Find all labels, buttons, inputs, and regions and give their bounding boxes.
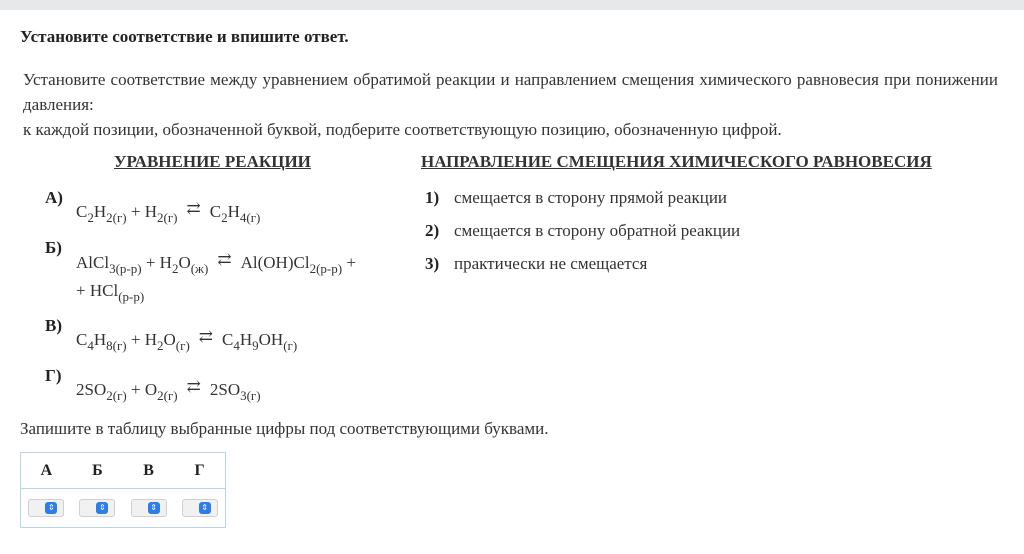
equation-v: $C_4H_{8(г)} + H_2O_{(г)}$ ⇄ $C_4H_9OH_{(г)}$ xyxy=(76,327,298,353)
answer-cell-g xyxy=(174,489,225,528)
answer-col-g: Г xyxy=(174,453,225,489)
answer-col-a: А xyxy=(21,453,72,489)
answer-select-a[interactable] xyxy=(28,499,64,517)
task-statement: Установите соответствие между уравнением обратимой реакции и направлением смещения химического равновесия при понижении давления: xyxy=(23,70,998,114)
updown-chevron-icon: ⇕ xyxy=(199,502,211,514)
option-1-number: 1) xyxy=(425,188,440,207)
updown-chevron-icon: ⇕ xyxy=(96,502,108,514)
option-2-text: смещается в сторону обратной реакции xyxy=(454,221,741,240)
answer-select-b[interactable] xyxy=(79,499,115,517)
letter-b: Б) xyxy=(45,238,62,257)
answer-select-row xyxy=(21,489,226,528)
equation-b: AlCl$_{3(р-р)}$ + $H_2O_{(ж)}$ ⇄ $Al(OH)Cl_{2(р-р)}$ + xyxy=(76,250,356,276)
answer-header-row xyxy=(21,453,226,489)
answer-col-b: Б xyxy=(72,453,123,489)
updown-chevron-icon: ⇕ xyxy=(45,502,57,514)
letter-a: А) xyxy=(45,188,63,207)
right-column-header: НАПРАВЛЕНИЕ СМЕЩЕНИЯ ХИМИЧЕСКОГО РАВНОВЕСИЯ xyxy=(421,152,932,171)
answer-col-v: В xyxy=(123,453,174,489)
equation-a: $C_2H_{2(г)} + H_{2(г)}$ ⇄ $C_2H_{4(г)}$ xyxy=(76,199,261,225)
equilibrium-arrow-icon: ⇄ xyxy=(217,250,232,269)
option-2-number: 2) xyxy=(425,221,440,240)
equation-g: $2SO_{2(г)} + O_{2(г)}$ ⇄ $2SO_{3(г)}$ xyxy=(76,377,261,403)
answer-cell-a xyxy=(21,489,72,528)
option-3-number: 3) xyxy=(425,254,440,273)
task-instruction: к каждой позиции, обозначенной буквой, подберите соответствующую позицию, обозначенную цифрой. xyxy=(23,120,782,139)
answer-instruction: Запишите в таблицу выбранные цифры под соответствующими буквами. xyxy=(20,419,549,438)
answer-cell-v xyxy=(123,489,174,528)
equilibrium-arrow-icon: ⇄ xyxy=(186,377,201,396)
updown-chevron-icon: ⇕ xyxy=(148,502,160,514)
answer-cell-b xyxy=(72,489,123,528)
task-title: Установите соответствие и впишите ответ. xyxy=(20,27,349,46)
equilibrium-arrow-icon: ⇄ xyxy=(186,199,201,218)
option-3-text: практически не смещается xyxy=(454,254,648,273)
letter-v: В) xyxy=(45,316,62,335)
answer-table xyxy=(20,452,226,528)
top-bar xyxy=(0,0,1024,10)
answer-select-g[interactable] xyxy=(182,499,218,517)
option-1-text: смещается в сторону прямой реакции xyxy=(454,188,728,207)
answer-select-v[interactable] xyxy=(131,499,167,517)
left-column-header: УРАВНЕНИЕ РЕАКЦИИ xyxy=(114,152,311,171)
equation-b-continuation: + HCl$_{(р-р)}$ xyxy=(76,281,145,304)
letter-g: Г) xyxy=(45,366,62,385)
equilibrium-arrow-icon: ⇄ xyxy=(198,327,214,346)
